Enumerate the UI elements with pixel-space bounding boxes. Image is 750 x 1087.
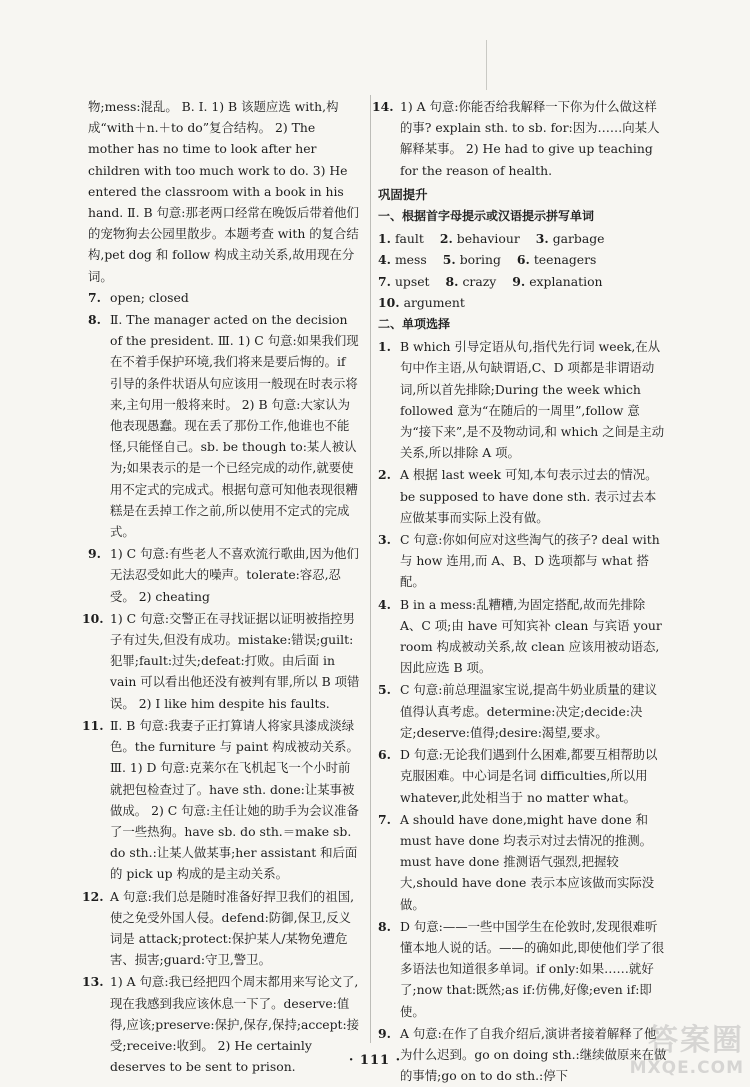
item-number: 6. <box>378 747 391 763</box>
item-text: 1) A 句意:你能否给我解释一下你为什么做这样的事? explain sth. to sb. for:因为……向某人解释某事。 2) He had to give up teaching for the reason of health. <box>400 99 660 178</box>
word-answer <box>446 271 497 292</box>
answer-item <box>88 96 360 287</box>
item-text: open; closed <box>110 289 189 305</box>
word-number: 7. <box>378 273 391 289</box>
watermark-text: 答案圈 <box>648 1023 744 1058</box>
word-text: boring <box>459 252 501 268</box>
answer-item <box>372 96 668 181</box>
word-number: 3. <box>535 231 549 247</box>
item-number: 14. <box>372 99 394 114</box>
word-answer <box>378 292 465 313</box>
item-text: B in a mess:乱糟糟,为固定搭配,故而先排除 A、C 项;由 have 可知宾补 clean 与宾语 your room 构成被动关系,故 clean 应该用被动语态,因此应选 B 项。 <box>400 596 662 676</box>
answer-item <box>88 287 360 308</box>
word-number: 9. <box>512 273 526 289</box>
item-number: 7. <box>378 811 391 827</box>
word-text: crazy <box>462 273 497 289</box>
item-text: 1) C 句意:交警正在寻找证据以证明被指控男子有过失,但没有成功。mistake:错误;guilt:犯罪;fault:过失;defeat:打败。由后面 in vain 可以看出他还没有被判有罪,所以 B 项错误。 2) I like him despite his faults. <box>110 610 360 711</box>
word-number: 1. <box>378 231 391 247</box>
word-text: upset <box>394 273 430 289</box>
word-text: garbage <box>552 231 605 247</box>
answer-item <box>88 309 360 542</box>
item-text: 1) A 句意:我已经把四个周末都用来写论文了,现在我感到我应该休息一下了。deserve:值得,应该;preserve:保护,保存,保持;accept:接受;receive:收到。 2) He certainly deserves to be sent to prison. <box>110 974 360 1075</box>
left-column <box>82 96 360 1078</box>
word-text: mess <box>394 252 427 268</box>
word-number: 4. <box>378 252 391 268</box>
item-number: 3. <box>378 532 391 548</box>
item-text: A 根据 last week 可知,本句表示过去的情况。be supposed to have done sth. 表示过去本应做某事而实际上没有做。 <box>400 467 658 525</box>
answer-item <box>82 608 360 714</box>
item-number: 2. <box>378 467 391 483</box>
answer-item <box>88 543 360 607</box>
word-text: explanation <box>529 273 603 289</box>
item-number: 13. <box>82 974 104 990</box>
word-list <box>378 228 668 313</box>
answer-item <box>82 715 360 885</box>
answer-item <box>378 916 668 1022</box>
item-text: D 句意:无论我们遇到什么困难,都要互相帮助以克服困难。中心词是名词 difficulties,所以用 whatever,此处相当于 no matter what。 <box>400 747 658 805</box>
item-number: 1. <box>378 339 391 355</box>
word-answer <box>440 228 520 249</box>
word-answer <box>443 249 501 270</box>
word-text: fault <box>394 231 424 247</box>
word-answer <box>512 271 602 292</box>
watermark-logo <box>594 1024 744 1082</box>
answer-item <box>378 809 668 915</box>
word-answer <box>378 249 427 270</box>
word-answer <box>517 249 597 270</box>
item-number: 9. <box>88 546 101 562</box>
answer-item <box>378 464 668 528</box>
word-number: 10. <box>378 294 400 310</box>
part2-title: 二、单项选择 <box>378 317 451 332</box>
item-number: 8. <box>378 918 391 934</box>
item-text: Ⅱ. The manager acted on the decision of the president. Ⅲ. 1) C 句意:如果我们现在不着手保护环境,我们将来是要后悔的。if 引导的条件状语从句应该用一般现在时表示将来,主句用一般将来时。 2) B 句意:大家认为他表现愚蠢。现在丢了那份工作,他谁也不能怪,只能怪自己。sb. be though to:某人被认为;如果表示的是一个已经完成的动作,就要使用不定式的完成式。根据句意可知他表现很糟糕是在丢掉工作之前,所以使用不定式的完成式。 <box>110 312 359 540</box>
watermark-url: MXQE.COM <box>629 1058 744 1078</box>
item-text: 物;mess:混乱。 B. Ⅰ. 1) B 该题应选 with,构成“with＋n.＋to do”复合结构。 2) The mother has no time to look after her children with too much work to do. 3) He entered the classroom with a book in his hand. Ⅱ. B 句意:那老两口经常在晚饭后带着他们的宠物狗去公园里散步。本题考查 with 的复合结构,pet dog 和 follow 构成主动关系,故用现在分词。 <box>88 99 359 284</box>
top-rule-mark <box>486 40 487 90</box>
answer-item <box>378 744 668 808</box>
word-number: 8. <box>445 273 459 289</box>
item-text: A should have done,might have done 和 must have done 均表示对过去情况的推测。must have done 推测语气强烈,把握较大,should have done 表示本应该做而实际没做。 <box>400 811 655 912</box>
column-divider <box>370 95 371 1043</box>
item-number: 11. <box>82 717 104 733</box>
item-text: A 句意:在作了自我介绍后,演讲者接着解释了他为什么迟到。go on doing sth.:继续做原来在做的事情;go on to do sth.:停下 <box>400 1025 667 1084</box>
item-number: 10. <box>82 610 104 626</box>
word-text: behaviour <box>456 231 520 247</box>
word-number: 5. <box>442 252 456 268</box>
item-text: Ⅱ. B 句意:我妻子正打算请人将家具漆成淡绿色。the furniture 与 paint 构成被动关系。Ⅲ. 1) D 句意:克莱尔在飞机起飞一个小时前就把包检查过了。have sth. done:让某事被做成。 2) C 句意:主任让她的助手为会议准备了一些热狗。have sb. do sth.＝make sb. do sth.:让某人做某事;her assistant 和后面的 pick up 构成的是主动关系。 <box>110 717 359 882</box>
word-answer <box>378 271 430 292</box>
answer-item <box>82 886 360 971</box>
answer-item <box>378 336 668 463</box>
word-answer <box>536 228 605 249</box>
item-text: A 句意:我们总是随时准备好捍卫我们的祖国,使之免受外国人侵。defend:防御,保卫,反义词是 attack;protect:保护某人/某物免遭危害、损害;guard:守卫,警卫。 <box>110 888 355 968</box>
section-title: 巩固提升 <box>378 186 428 202</box>
word-number: 6. <box>516 252 530 268</box>
word-answer <box>378 228 424 249</box>
item-text: B which 引导定语从句,指代先行词 week,在从句中作主语,从句缺谓语,C、D 项都是非谓语动词,所以首先排除;During the week which followed 意为“在随后的一周里”,follow 意为“接下来”,是不及物动词,和 which 之间是主动关系,所以排除 A 项。 <box>400 339 665 461</box>
answer-item <box>378 529 668 593</box>
item-number: 12. <box>82 888 104 904</box>
answer-item <box>378 679 668 743</box>
item-number: 5. <box>378 682 391 698</box>
item-number: 4. <box>378 596 391 612</box>
item-number: 9. <box>378 1025 391 1041</box>
item-number: 7. <box>88 289 101 305</box>
word-number: 2. <box>439 231 453 247</box>
item-text: D 句意:——一些中国学生在伦敦时,发现很难听懂本地人说的话。——的确如此,即使他们学了很多语法也知道很多单词。if only:如果……就好了;now that:既然;as if:仿佛,好像;even if:即使。 <box>400 918 665 1019</box>
answer-item <box>378 594 668 679</box>
item-text: C 句意:前总理温家宝说,提高牛奶业质量的建议值得认真考虑。determine:决定;decide:决定;deserve:值得;desire:渴望,要求。 <box>400 682 657 740</box>
item-text: 1) C 句意:有些老人不喜欢流行歌曲,因为他们无法忍受如此大的噪声。tolerate:容忍,忍受。 2) cheating <box>110 546 359 604</box>
item-number: 8. <box>88 312 101 328</box>
word-text: argument <box>403 294 465 310</box>
item-text: C 句意:你如何应对这些淘气的孩子? deal with 与 how 连用,而 A、B、D 选项都与 what 搭配。 <box>400 532 660 590</box>
part1-title: 一、根据首字母提示或汉语提示拼写单词 <box>378 209 595 224</box>
page-number: · 111 · <box>348 1053 402 1068</box>
word-text: teenagers <box>533 252 597 268</box>
